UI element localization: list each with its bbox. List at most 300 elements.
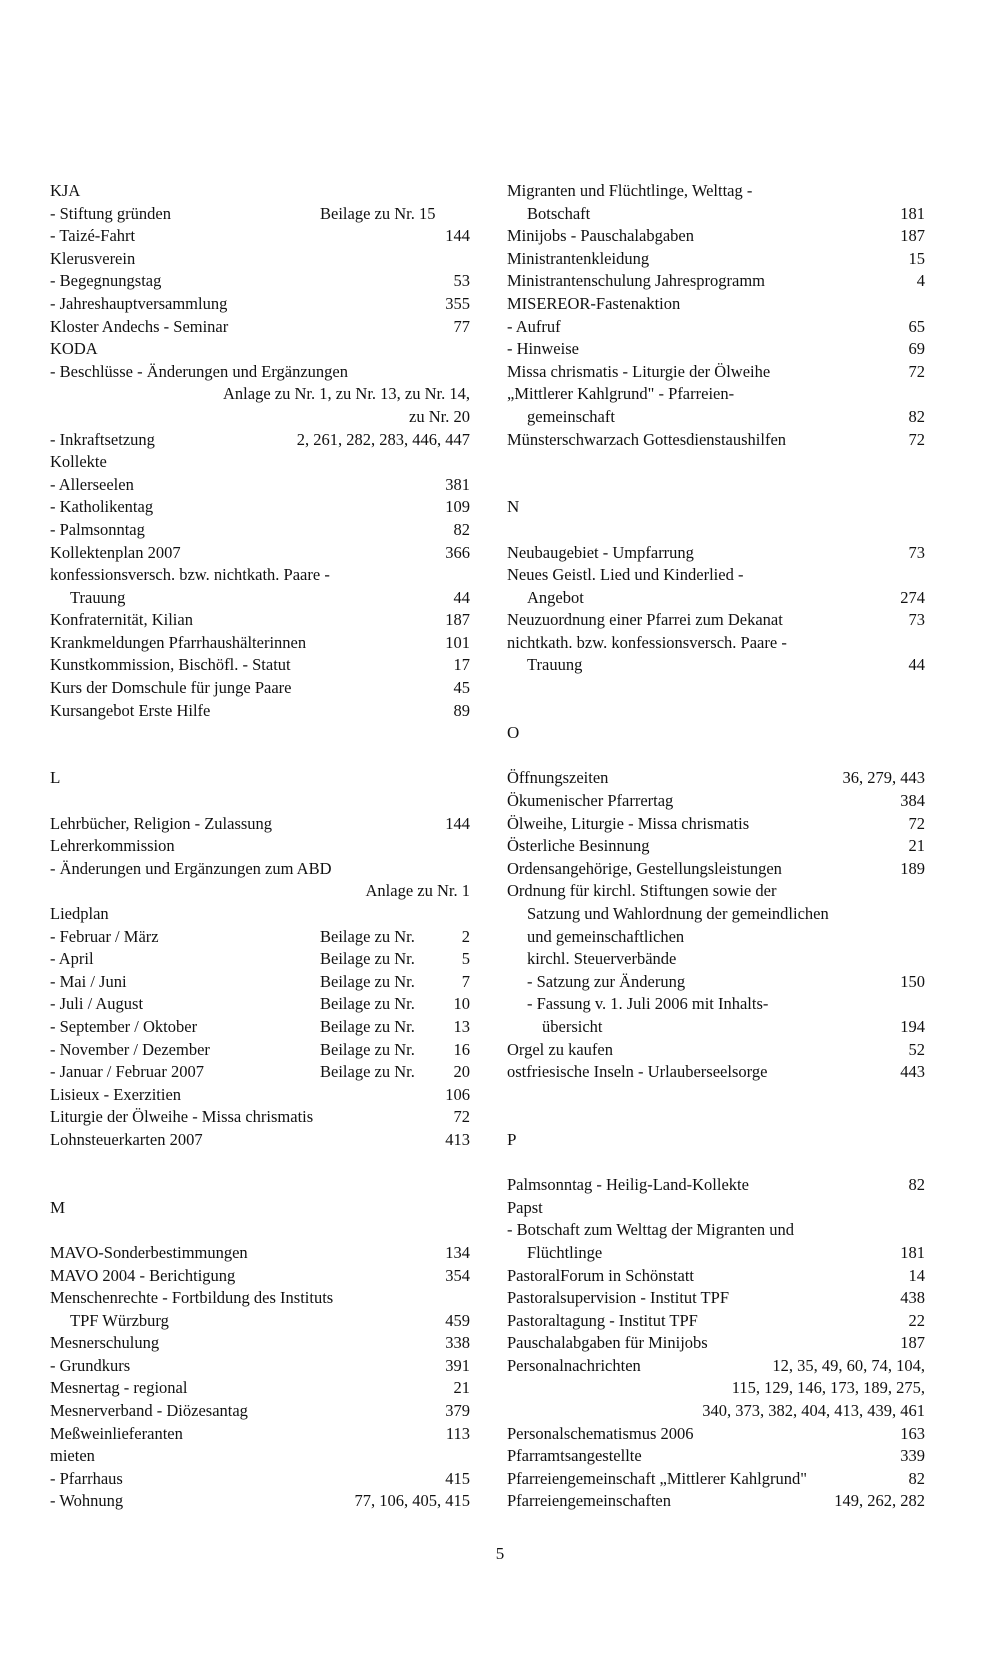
entry-term: mieten bbox=[50, 1446, 95, 1466]
entry-reference: Beilage zu Nr. bbox=[320, 949, 415, 969]
index-column-left bbox=[50, 180, 470, 1513]
entry-term: Klerusverein bbox=[50, 248, 136, 268]
entry-term: Münsterschwarzach Gottesdienstaushilfen bbox=[507, 429, 787, 449]
index-entry bbox=[50, 858, 470, 881]
entry-term: TPF Würzburg bbox=[70, 1310, 169, 1330]
index-entry bbox=[507, 1310, 925, 1333]
entry-term: Pauschalabgaben für Minijobs bbox=[507, 1333, 708, 1353]
index-entry bbox=[50, 248, 470, 271]
index-entry bbox=[50, 971, 470, 994]
index-entry bbox=[507, 993, 925, 1016]
entry-reference: Beilage zu Nr. bbox=[320, 1039, 415, 1059]
index-entry bbox=[50, 338, 470, 361]
index-entry bbox=[507, 654, 925, 677]
entry-page: 339 bbox=[900, 1446, 925, 1466]
index-entry bbox=[507, 790, 925, 813]
index-entry bbox=[50, 519, 470, 542]
entry-page: 17 bbox=[453, 655, 470, 675]
index-entry bbox=[507, 835, 925, 858]
entry-term: - Grundkurs bbox=[50, 1355, 131, 1375]
index-entry bbox=[507, 587, 925, 610]
entry-term: - Inkraftsetzung bbox=[50, 429, 155, 449]
page-number: 5 bbox=[495, 1544, 505, 1563]
entry-page: 7 bbox=[461, 971, 470, 991]
entry-term: Trauung bbox=[527, 655, 583, 675]
entry-page: 21 bbox=[908, 836, 925, 856]
index-entry bbox=[50, 993, 470, 1016]
index-entry bbox=[507, 1355, 925, 1378]
entry-page: 443 bbox=[900, 1062, 925, 1082]
entry-page: 438 bbox=[900, 1288, 925, 1308]
entry-page: 44 bbox=[453, 587, 470, 607]
entry-page: 65 bbox=[908, 316, 925, 336]
index-entry bbox=[507, 1197, 925, 1220]
entry-page: 2, 261, 282, 283, 446, 447 bbox=[296, 429, 470, 449]
index-entry bbox=[507, 903, 925, 926]
entry-page: 89 bbox=[453, 700, 470, 720]
index-entry bbox=[50, 1310, 470, 1333]
entry-reference: Beilage zu Nr. bbox=[320, 926, 415, 946]
entry-page: 13 bbox=[453, 1016, 470, 1036]
entry-page: 10 bbox=[453, 994, 470, 1014]
continuation-text: zu Nr. 20 bbox=[409, 406, 470, 426]
entry-page: 144 bbox=[445, 226, 470, 246]
entry-page: 101 bbox=[445, 632, 470, 652]
entry-page: 72 bbox=[453, 1107, 470, 1127]
entry-term: Pastoraltagung - Institut TPF bbox=[507, 1310, 698, 1330]
blank-line bbox=[50, 1219, 470, 1242]
entry-page: 2 bbox=[461, 926, 470, 946]
entry-term: kirchl. Steuerverbände bbox=[527, 949, 677, 969]
index-entry bbox=[507, 632, 925, 655]
index-entry bbox=[50, 1039, 470, 1062]
index-entry bbox=[507, 880, 925, 903]
entry-reference: Beilage zu Nr. 15 bbox=[320, 203, 436, 223]
entry-term: Orgel zu kaufen bbox=[507, 1039, 613, 1059]
blank-line bbox=[507, 451, 925, 474]
index-entry bbox=[507, 270, 925, 293]
entry-term: PastoralForum in Schönstatt bbox=[507, 1265, 694, 1285]
index-entry bbox=[507, 1332, 925, 1355]
entry-term: - Mai / Juni bbox=[50, 971, 127, 991]
entry-term: Mesnerverband - Diözesantag bbox=[50, 1401, 248, 1421]
index-entry bbox=[50, 1490, 470, 1513]
entry-term: - Palmsonntag bbox=[50, 519, 145, 539]
index-entry bbox=[50, 293, 470, 316]
index-entry bbox=[50, 316, 470, 339]
index-entry bbox=[507, 1061, 925, 1084]
blank-line bbox=[507, 519, 925, 542]
index-entry bbox=[507, 203, 925, 226]
index-entry bbox=[50, 948, 470, 971]
entry-term: Kunstkommission, Bischöfl. - Statut bbox=[50, 655, 291, 675]
section-letter-text: L bbox=[50, 768, 61, 788]
entry-term: Pfarreiengemeinschaft „Mittlerer Kahlgrund" bbox=[507, 1468, 807, 1488]
entry-page: 150 bbox=[900, 971, 925, 991]
index-entry bbox=[50, 587, 470, 610]
index-entry bbox=[50, 677, 470, 700]
index-entry bbox=[507, 248, 925, 271]
entry-page: 69 bbox=[908, 339, 925, 359]
entry-page: 134 bbox=[445, 1242, 470, 1262]
entry-term: Pfarreiengemeinschaften bbox=[507, 1491, 672, 1511]
index-entry bbox=[50, 474, 470, 497]
index-entry bbox=[507, 1490, 925, 1513]
entry-term: „Mittlerer Kahlgrund" - Pfarreien- bbox=[507, 384, 735, 404]
entry-page: 36, 279, 443 bbox=[842, 768, 925, 788]
entry-page: 15 bbox=[908, 248, 925, 268]
index-entry bbox=[50, 813, 470, 836]
entry-term: übersicht bbox=[542, 1016, 603, 1036]
entry-term: MAVO 2004 - Berichtigung bbox=[50, 1265, 236, 1285]
index-entry bbox=[50, 1084, 470, 1107]
entry-page: 355 bbox=[445, 293, 470, 313]
entry-page: 73 bbox=[908, 610, 925, 630]
blank-line bbox=[50, 722, 470, 745]
blank-line bbox=[50, 790, 470, 813]
entry-page: 415 bbox=[445, 1468, 470, 1488]
entry-term: - September / Oktober bbox=[50, 1016, 198, 1036]
index-entry bbox=[50, 180, 470, 203]
index-entry bbox=[507, 1039, 925, 1062]
index-entry bbox=[507, 1174, 925, 1197]
index-entry bbox=[507, 293, 925, 316]
entry-term: Öffnungszeiten bbox=[507, 768, 609, 788]
entry-term: Meßweinlieferanten bbox=[50, 1423, 183, 1443]
entry-page: 181 bbox=[900, 203, 925, 223]
index-entry bbox=[50, 496, 470, 519]
entry-page: 459 bbox=[445, 1310, 470, 1330]
index-entry bbox=[507, 971, 925, 994]
index-entry bbox=[507, 813, 925, 836]
entry-page: 45 bbox=[453, 678, 470, 698]
entry-page: 384 bbox=[900, 791, 925, 811]
index-entry bbox=[50, 1129, 470, 1152]
entry-term: Menschenrechte - Fortbildung des Instituts bbox=[50, 1288, 334, 1308]
index-entry bbox=[50, 451, 470, 474]
entry-reference: Beilage zu Nr. bbox=[320, 994, 415, 1014]
index-continuation bbox=[50, 406, 470, 429]
entry-page: 181 bbox=[900, 1242, 925, 1262]
index-entry bbox=[50, 1400, 470, 1423]
entry-term: Mesnerschulung bbox=[50, 1333, 160, 1353]
section-letter-text: M bbox=[50, 1197, 66, 1217]
entry-page: 22 bbox=[908, 1310, 925, 1330]
index-entry bbox=[50, 654, 470, 677]
entry-term: Lehrbücher, Religion - Zulassung bbox=[50, 813, 273, 833]
index-entry bbox=[50, 1332, 470, 1355]
entry-term: Missa chrismatis - Liturgie der Ölweihe bbox=[507, 361, 771, 381]
entry-page: 73 bbox=[908, 542, 925, 562]
entry-page: 12, 35, 49, 60, 74, 104, bbox=[772, 1355, 925, 1375]
entry-term: - Wohnung bbox=[50, 1491, 124, 1511]
index-entry bbox=[507, 1265, 925, 1288]
entry-term: - April bbox=[50, 949, 94, 969]
entry-term: Konfraternität, Kilian bbox=[50, 610, 193, 630]
index-entry bbox=[50, 700, 470, 723]
entry-term: - Juli / August bbox=[50, 994, 144, 1014]
section-letter bbox=[50, 1197, 470, 1220]
entry-term: und gemeinschaftlichen bbox=[527, 926, 685, 946]
entry-page: 5 bbox=[461, 949, 470, 969]
section-letter-text: P bbox=[507, 1129, 517, 1149]
entry-term: Personalschematismus 2006 bbox=[507, 1423, 694, 1443]
index-entry bbox=[507, 429, 925, 452]
index-entry bbox=[50, 564, 470, 587]
blank-line bbox=[507, 700, 925, 723]
index-entry bbox=[50, 609, 470, 632]
entry-term: - Begegnungstag bbox=[50, 271, 162, 291]
entry-term: Migranten und Flüchtlinge, Welttag - bbox=[507, 181, 753, 200]
entry-term: Kollektenplan 2007 bbox=[50, 542, 181, 562]
index-entry bbox=[50, 361, 470, 384]
entry-page: 391 bbox=[445, 1355, 470, 1375]
index-entry bbox=[50, 1468, 470, 1491]
continuation-text: Anlage zu Nr. 1, zu Nr. 13, zu Nr. 14, bbox=[223, 384, 470, 404]
entry-page: 82 bbox=[453, 519, 470, 539]
entry-term: MISEREOR-Fastenaktion bbox=[507, 293, 681, 313]
index-entry bbox=[507, 225, 925, 248]
entry-term: - Aufruf bbox=[507, 316, 561, 336]
index-entry bbox=[507, 1016, 925, 1039]
index-entry bbox=[50, 1061, 470, 1084]
entry-term: Kursangebot Erste Hilfe bbox=[50, 700, 211, 720]
blank-line bbox=[507, 1106, 925, 1129]
blank-line bbox=[50, 1174, 470, 1197]
entry-page: 72 bbox=[908, 813, 925, 833]
entry-page: 144 bbox=[445, 813, 470, 833]
entry-term: Ökumenischer Pfarrertag bbox=[507, 791, 674, 811]
entry-term: Ordnung für kirchl. Stiftungen sowie der bbox=[507, 881, 777, 901]
entry-reference: Beilage zu Nr. bbox=[320, 1062, 415, 1082]
entry-term: Pastoralsupervision - Institut TPF bbox=[507, 1288, 729, 1308]
index-continuation bbox=[507, 1377, 925, 1400]
entry-page: 20 bbox=[453, 1062, 470, 1082]
index-entry bbox=[50, 1242, 470, 1265]
entry-page: 189 bbox=[900, 858, 925, 878]
blank-line bbox=[50, 745, 470, 768]
entry-term: Liturgie der Ölweihe - Missa chrismatis bbox=[50, 1107, 314, 1127]
index-entry bbox=[507, 1242, 925, 1265]
index-entry bbox=[507, 926, 925, 949]
entry-term: Papst bbox=[507, 1197, 543, 1217]
entry-term: - Hinweise bbox=[507, 339, 579, 359]
entry-reference: Beilage zu Nr. bbox=[320, 971, 415, 991]
index-entry bbox=[507, 1468, 925, 1491]
entry-term: - Botschaft zum Welttag der Migranten und bbox=[507, 1220, 795, 1240]
entry-term: - Februar / März bbox=[50, 926, 159, 946]
entry-term: konfessionsversch. bzw. nichtkath. Paare - bbox=[50, 565, 330, 585]
index-entry bbox=[50, 429, 470, 452]
entry-reference: Beilage zu Nr. bbox=[320, 1016, 415, 1036]
entry-page: 82 bbox=[908, 406, 925, 426]
index-entry bbox=[507, 361, 925, 384]
entry-term: Angebot bbox=[527, 587, 584, 607]
index-entry bbox=[507, 542, 925, 565]
entry-term: Lohnsteuerkarten 2007 bbox=[50, 1129, 203, 1149]
blank-line bbox=[507, 1152, 925, 1175]
entry-page: 77, 106, 405, 415 bbox=[354, 1491, 470, 1511]
blank-line bbox=[50, 1152, 470, 1175]
entry-page: 187 bbox=[900, 1333, 925, 1353]
index-entry bbox=[507, 564, 925, 587]
index-entry bbox=[507, 1287, 925, 1310]
index-entry bbox=[507, 180, 925, 203]
entry-page: 53 bbox=[453, 271, 470, 291]
entry-term: gemeinschaft bbox=[527, 406, 615, 426]
entry-term: Österliche Besinnung bbox=[507, 836, 650, 856]
entry-term: Botschaft bbox=[527, 203, 591, 223]
blank-line bbox=[507, 745, 925, 768]
index-column-right bbox=[507, 180, 925, 1513]
entry-page: 187 bbox=[445, 610, 470, 630]
index-entry bbox=[507, 609, 925, 632]
blank-line bbox=[507, 474, 925, 497]
index-entry bbox=[50, 835, 470, 858]
entry-page: 82 bbox=[908, 1468, 925, 1488]
index-entry bbox=[507, 1445, 925, 1468]
entry-term: Lisieux - Exerzitien bbox=[50, 1084, 182, 1104]
entry-term: - November / Dezember bbox=[50, 1039, 210, 1059]
entry-term: MAVO-Sonderbestimmungen bbox=[50, 1242, 248, 1262]
index-continuation bbox=[50, 383, 470, 406]
entry-page: 366 bbox=[445, 542, 470, 562]
index-entry bbox=[50, 903, 470, 926]
entry-page: 413 bbox=[445, 1129, 470, 1149]
continuation-text: 340, 373, 382, 404, 413, 439, 461 bbox=[702, 1401, 925, 1421]
entry-term: - Änderungen und Ergänzungen zum ABD bbox=[50, 858, 332, 878]
section-letter bbox=[507, 722, 925, 745]
entry-term: - Taizé-Fahrt bbox=[50, 226, 136, 246]
continuation-text: Anlage zu Nr. 1 bbox=[365, 881, 470, 901]
entry-page: 4 bbox=[916, 271, 925, 291]
index-entry bbox=[50, 1265, 470, 1288]
entry-term: ostfriesische Inseln - Urlauberseelsorge bbox=[507, 1062, 768, 1082]
index-entry bbox=[507, 338, 925, 361]
entry-term: KJA bbox=[50, 181, 81, 200]
section-letter-text: O bbox=[507, 723, 520, 743]
section-letter-text: N bbox=[507, 497, 520, 517]
entry-term: - Satzung zur Änderung bbox=[527, 971, 686, 991]
index-entry bbox=[507, 767, 925, 790]
entry-page: 354 bbox=[445, 1265, 470, 1285]
index-entry bbox=[50, 270, 470, 293]
index-entry bbox=[50, 542, 470, 565]
index-entry bbox=[507, 858, 925, 881]
index-entry bbox=[50, 1106, 470, 1129]
entry-page: 82 bbox=[908, 1175, 925, 1195]
index-entry bbox=[50, 632, 470, 655]
entry-term: Liedplan bbox=[50, 904, 109, 923]
entry-term: Mesnertag - regional bbox=[50, 1378, 188, 1398]
entry-term: Krankmeldungen Pfarrhaushälterinnen bbox=[50, 632, 307, 652]
entry-term: - Beschlüsse - Änderungen und Ergänzungen bbox=[50, 361, 348, 381]
entry-page: 72 bbox=[908, 429, 925, 449]
entry-term: Lehrerkommission bbox=[50, 836, 175, 856]
index-entry bbox=[50, 926, 470, 949]
entry-page: 163 bbox=[900, 1423, 925, 1443]
entry-page: 338 bbox=[445, 1333, 470, 1353]
index-entry bbox=[507, 316, 925, 339]
section-letter bbox=[507, 1129, 925, 1152]
index-entry bbox=[507, 948, 925, 971]
index-entry bbox=[50, 1445, 470, 1468]
entry-term: KODA bbox=[50, 339, 98, 359]
index-entry bbox=[507, 1423, 925, 1446]
entry-term: - Stiftung gründen bbox=[50, 203, 171, 223]
entry-page: 52 bbox=[908, 1039, 925, 1059]
entry-page: 44 bbox=[908, 655, 925, 675]
index-entry bbox=[507, 1219, 925, 1242]
index-entry bbox=[507, 383, 925, 406]
entry-page: 72 bbox=[908, 361, 925, 381]
index-entry bbox=[50, 1016, 470, 1039]
entry-term: Neuzuordnung einer Pfarrei zum Dekanat bbox=[507, 610, 783, 630]
blank-line bbox=[507, 1084, 925, 1107]
entry-term: - Pfarrhaus bbox=[50, 1468, 123, 1488]
entry-term: - Katholikentag bbox=[50, 497, 154, 517]
index-entry bbox=[50, 1377, 470, 1400]
entry-page: 14 bbox=[908, 1265, 925, 1285]
section-letter bbox=[507, 496, 925, 519]
entry-page: 149, 262, 282 bbox=[834, 1491, 925, 1511]
index-entry bbox=[50, 1423, 470, 1446]
entry-term: Pfarramtsangestellte bbox=[507, 1446, 642, 1466]
entry-term: Satzung und Wahlordnung der gemeindlichen bbox=[527, 904, 829, 923]
index-entry bbox=[50, 203, 470, 226]
entry-page: 21 bbox=[453, 1378, 470, 1398]
entry-term: - Januar / Februar 2007 bbox=[50, 1062, 204, 1082]
entry-term: Ministrantenschulung Jahresprogramm bbox=[507, 271, 765, 291]
index-entry bbox=[50, 225, 470, 248]
entry-term: Ölweihe, Liturgie - Missa chrismatis bbox=[507, 813, 750, 833]
index-continuation bbox=[507, 1400, 925, 1423]
entry-term: - Jahreshauptversammlung bbox=[50, 293, 228, 313]
blank-line bbox=[507, 677, 925, 700]
entry-term: - Fassung v. 1. Juli 2006 mit Inhalts- bbox=[527, 994, 769, 1014]
entry-term: Flüchtlinge bbox=[527, 1242, 603, 1262]
index-continuation bbox=[50, 880, 470, 903]
entry-page: 77 bbox=[453, 316, 470, 336]
entry-term: Neues Geistl. Lied und Kinderlied - bbox=[507, 565, 744, 585]
entry-term: Neubaugebiet - Umpfarrung bbox=[507, 542, 694, 562]
section-letter bbox=[50, 767, 470, 790]
entry-term: Trauung bbox=[70, 587, 126, 607]
entry-page: 379 bbox=[445, 1401, 470, 1421]
entry-term: Ordensangehörige, Gestellungsleistungen bbox=[507, 858, 782, 878]
index-entry bbox=[507, 406, 925, 429]
entry-term: Minijobs - Pauschalabgaben bbox=[507, 226, 694, 246]
entry-page: 106 bbox=[445, 1084, 470, 1104]
entry-term: nichtkath. bzw. konfessionsversch. Paare - bbox=[507, 632, 787, 652]
entry-term: Kollekte bbox=[50, 452, 107, 472]
index-entry bbox=[50, 1355, 470, 1378]
entry-term: Kloster Andechs - Seminar bbox=[50, 316, 229, 336]
entry-term: Ministrantenkleidung bbox=[507, 248, 650, 268]
entry-term: Kurs der Domschule für junge Paare bbox=[50, 678, 292, 698]
entry-page: 109 bbox=[445, 497, 470, 517]
entry-page: 113 bbox=[445, 1423, 470, 1443]
entry-page: 274 bbox=[900, 587, 925, 607]
entry-page: 16 bbox=[453, 1039, 470, 1059]
entry-page: 194 bbox=[900, 1016, 925, 1036]
entry-term: Palmsonntag - Heilig-Land-Kollekte bbox=[507, 1175, 749, 1195]
entry-term: - Allerseelen bbox=[50, 474, 134, 494]
continuation-text: 115, 129, 146, 173, 189, 275, bbox=[731, 1378, 925, 1398]
entry-page: 187 bbox=[900, 226, 925, 246]
entry-page: 381 bbox=[445, 474, 470, 494]
entry-term: Personalnachrichten bbox=[507, 1355, 641, 1375]
